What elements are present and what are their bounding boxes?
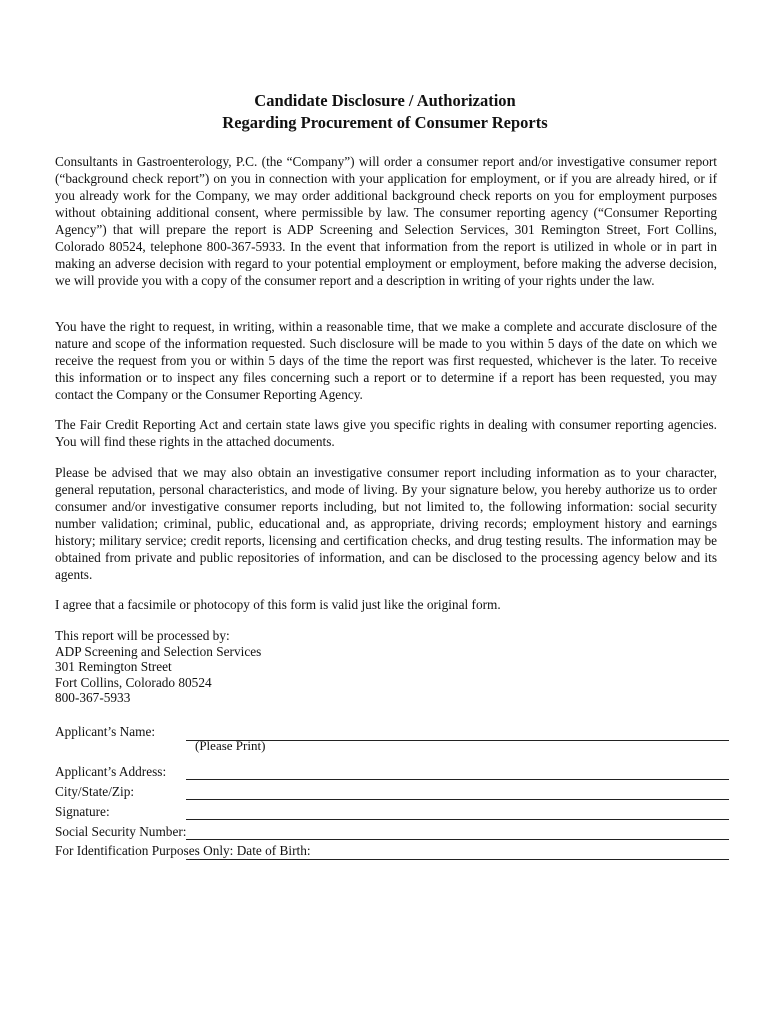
please-print-hint: (Please Print) [195, 738, 266, 753]
applicant-address-label: Applicant’s Address: [55, 764, 167, 779]
applicant-address-field[interactable] [186, 779, 729, 780]
date-of-birth-label: For Identification Purposes Only: Date of Birth: [55, 843, 311, 858]
processor-city: Fort Collins, Colorado 80524 [55, 674, 212, 690]
processor-name: ADP Screening and Selection Services [55, 643, 262, 659]
paragraph-investigative-authorization: Please be advised that we may also obtain an investigative consumer report including information as to your character, general reputation, personal characteristics, and mode of living. By your signature below, you hereby authorize us to order consumer and/or investigative consumer reports including, but not limited to, the following information: social security number validation; criminal, public, educational and, as appropriate, driving records; employment history and earnings history; military service; credit reports, licensing and certification checks, and drug testing results. The information may be obtained from private and public repositories of information, and can be disclosed to the processing agency below and its agents. [55, 465, 717, 582]
paragraph-consumer-report-notice: Consultants in Gastroenterology, P.C. (the “Company”) will order a consumer report and/or investigative consumer report (“background check report”) on you in connection with your application for employment, or if you are already hired, or if you already work for the Company, we may order additional background check reports on you for employment purposes without obtaining additional consent, where permissible by law. The consumer reporting agency (“Consumer Reporting Agency”) that will prepare the report is ADP Screening and Selection Services, 301 Remington Street, Fort Collins, Colorado 80524, telephone 800-367-5933. In the event that information from the report is utilized in whole or in part in making an adverse decision with regard to your potential employment or employment, before making the adverse decision, we will provide you with a copy of the consumer report and a description in writing of your rights under the law. [55, 154, 717, 288]
signature-label: Signature: [55, 804, 110, 819]
date-of-birth-field[interactable] [186, 859, 729, 860]
signature-field[interactable] [186, 819, 729, 820]
paragraph-disclosure-rights: You have the right to request, in writing, within a reasonable time, that we make a complete and accurate disclosure of the nature and scope of the information requested. Such disclosure will be made to you within 5 days of the date on which we receive the request from you or within 5 days of the time the report was first requested, whichever is the later. To receive this information or to inspect any files concerning such a report or to determine if a report has been requested, you may contact the Company or the Consumer Reporting Agency. [55, 319, 717, 402]
processor-intro: This report will be processed by: [55, 628, 230, 643]
applicant-name-label: Applicant’s Name: [55, 724, 156, 739]
ssn-field[interactable] [186, 839, 729, 840]
city-state-zip-field[interactable] [186, 799, 729, 800]
document-subtitle: Regarding Procurement of Consumer Reports [222, 113, 548, 132]
city-state-zip-label: City/State/Zip: [55, 784, 135, 799]
document-title: Candidate Disclosure / Authorization [254, 91, 516, 110]
applicant-name-field[interactable] [186, 740, 729, 741]
paragraph-fcra-rights: The Fair Credit Reporting Act and certain state laws give you specific rights in dealing with consumer reporting agencies. You will find these rights in the attached documents. [55, 417, 717, 449]
processor-phone: 800-367-5933 [55, 690, 131, 705]
processor-street: 301 Remington Street [55, 659, 172, 674]
paragraph-facsimile-agreement: I agree that a facsimile or photocopy of this form is valid just like the original form. [55, 597, 501, 612]
processor-address-block [55, 628, 455, 706]
ssn-label: Social Security Number: [55, 824, 187, 839]
